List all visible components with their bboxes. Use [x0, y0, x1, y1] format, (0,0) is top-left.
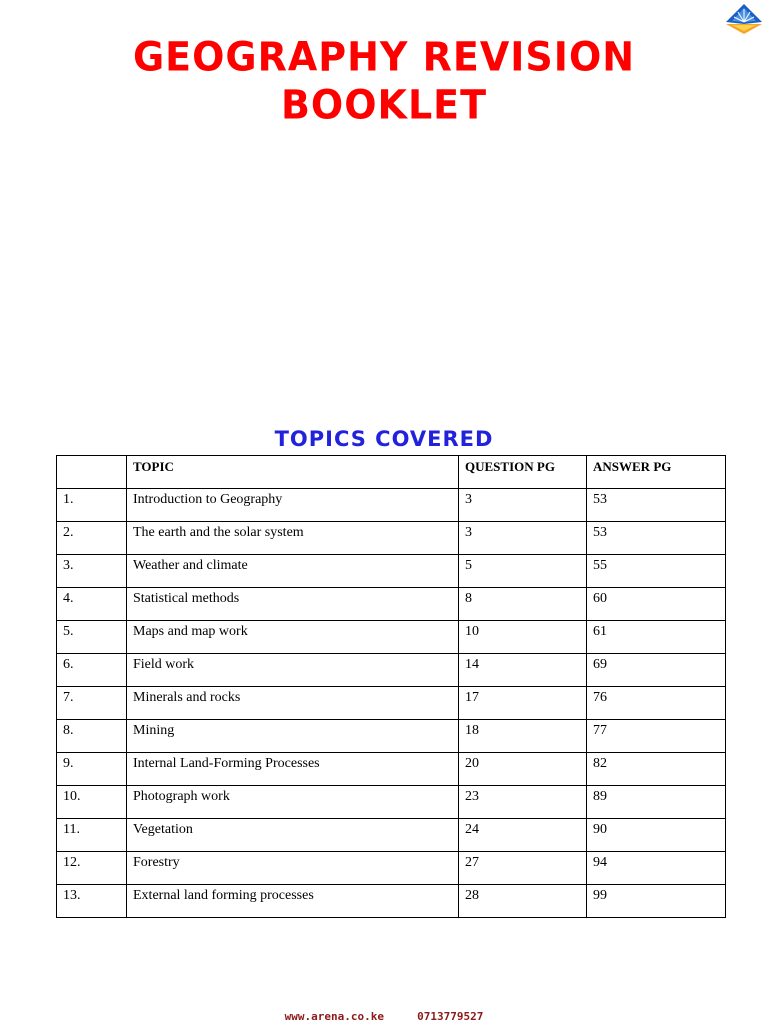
table-row — [57, 489, 726, 522]
table-row — [57, 555, 726, 588]
footer — [0, 1010, 768, 1024]
cell-topic: Field work — [127, 654, 459, 687]
header-question-pg: QUESTION PG — [459, 456, 587, 489]
header-number — [57, 456, 127, 489]
cell-topic: Vegetation — [127, 819, 459, 852]
cell-question-pg: 23 — [459, 786, 587, 819]
header-answer-pg: ANSWER PG — [587, 456, 726, 489]
cell-answer-pg: 69 — [587, 654, 726, 687]
table-row — [57, 687, 726, 720]
cell-answer-pg: 82 — [587, 753, 726, 786]
cell-answer-pg: 90 — [587, 819, 726, 852]
table-row — [57, 852, 726, 885]
arena-logo-icon — [724, 2, 764, 36]
cell-answer-pg: 53 — [587, 522, 726, 555]
cell-number: 13. — [57, 885, 127, 918]
page-title-line1: GEOGRAPHY REVISION — [132, 33, 636, 81]
cell-question-pg: 3 — [459, 522, 587, 555]
cell-question-pg: 18 — [459, 720, 587, 753]
cell-question-pg: 28 — [459, 885, 587, 918]
table-row — [57, 885, 726, 918]
table-row — [57, 720, 726, 753]
cell-number: 3. — [57, 555, 127, 588]
cell-answer-pg: 53 — [587, 489, 726, 522]
cell-answer-pg: 55 — [587, 555, 726, 588]
cell-number: 10. — [57, 786, 127, 819]
cell-question-pg: 27 — [459, 852, 587, 885]
table-row — [57, 621, 726, 654]
cell-number: 5. — [57, 621, 127, 654]
cell-answer-pg: 76 — [587, 687, 726, 720]
cell-number: 9. — [57, 753, 127, 786]
footer-website[interactable]: www.arena.co.ke — [284, 1010, 384, 1023]
cell-answer-pg: 77 — [587, 720, 726, 753]
cell-answer-pg: 89 — [587, 786, 726, 819]
cell-question-pg: 10 — [459, 621, 587, 654]
cell-number: 2. — [57, 522, 127, 555]
table-row — [57, 588, 726, 621]
footer-phone: 0713779527 — [417, 1010, 484, 1023]
header-topic: TOPIC — [127, 456, 459, 489]
cell-number: 11. — [57, 819, 127, 852]
page-title-line2: BOOKLET — [280, 81, 488, 129]
cell-question-pg: 5 — [459, 555, 587, 588]
cell-topic: Forestry — [127, 852, 459, 885]
cell-question-pg: 14 — [459, 654, 587, 687]
table-row — [57, 786, 726, 819]
cell-number: 1. — [57, 489, 127, 522]
cell-number: 8. — [57, 720, 127, 753]
cell-topic: Photograph work — [127, 786, 459, 819]
topics-heading: TOPICS COVERED — [274, 427, 494, 451]
cell-topic: Weather and climate — [127, 555, 459, 588]
table-row — [57, 654, 726, 687]
cell-topic: Minerals and rocks — [127, 687, 459, 720]
cell-number: 4. — [57, 588, 127, 621]
cell-answer-pg: 60 — [587, 588, 726, 621]
cell-answer-pg: 99 — [587, 885, 726, 918]
cell-question-pg: 8 — [459, 588, 587, 621]
cell-question-pg: 3 — [459, 489, 587, 522]
cell-topic: External land forming processes — [127, 885, 459, 918]
table-row — [57, 522, 726, 555]
cell-question-pg: 17 — [459, 687, 587, 720]
cell-question-pg: 24 — [459, 819, 587, 852]
cell-topic: Maps and map work — [127, 621, 459, 654]
table-row — [57, 819, 726, 852]
table-header-row — [57, 456, 726, 489]
cell-topic: Statistical methods — [127, 588, 459, 621]
cell-topic: Introduction to Geography — [127, 489, 459, 522]
cell-topic: Internal Land-Forming Processes — [127, 753, 459, 786]
cell-answer-pg: 61 — [587, 621, 726, 654]
cell-topic: The earth and the solar system — [127, 522, 459, 555]
cell-number: 12. — [57, 852, 127, 885]
cell-question-pg: 20 — [459, 753, 587, 786]
cell-topic: Mining — [127, 720, 459, 753]
cell-number: 7. — [57, 687, 127, 720]
table-row — [57, 753, 726, 786]
cell-answer-pg: 94 — [587, 852, 726, 885]
cell-number: 6. — [57, 654, 127, 687]
topics-table — [56, 455, 726, 918]
